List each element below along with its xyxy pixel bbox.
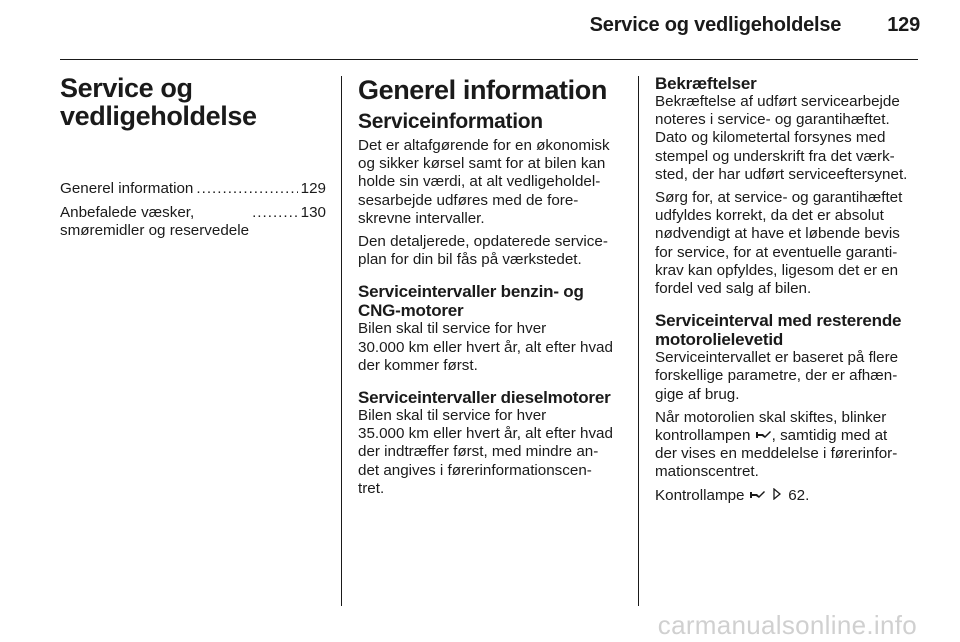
- toc-leader-dots: [196, 180, 297, 198]
- subsection-title: Serviceinformation: [358, 110, 543, 133]
- watermark: carmanualsonline.info: [657, 610, 917, 640]
- toc-entry-page: 130: [300, 204, 326, 222]
- heading-petrol-intervals: Serviceintervaller benzin- og CNG-motorer: [358, 282, 584, 321]
- chapter-title: [60, 74, 326, 130]
- right-column: [655, 74, 923, 510]
- paragraph: Den detaljerede, opdaterede service- plan for din bil fås på værkstedet.: [358, 233, 608, 269]
- paragraph: Det er altafgørende for en økonomisk og sikker kørsel samt for at bilen kan holde sin værdi, at alt vedligeholdel- sesarbejde udføres med de fore- skrevne intervaller.: [358, 137, 610, 227]
- header-rule: [60, 59, 918, 60]
- paragraph: Bilen skal til service for hver 30.000 km eller hvert år, alt efter hvad der kommer først.: [358, 320, 613, 374]
- arrow-right-icon: [770, 488, 784, 500]
- wrench-icon: [755, 429, 772, 441]
- reference-page[interactable]: 62.: [788, 486, 810, 504]
- paragraph: Bilen skal til service for hver 35.000 km eller hvert år, alt efter hvad der indtræffer først, med mindre an- det angives i førerinformationscen- tret.: [358, 407, 613, 497]
- paragraph: Bekræftelse af udført servicearbejde noteres i service- og garantihæftet. Dato og kilometertal forsynes med stempel og underskrift fra det værk- sted, der har udført serviceeftersynet.: [655, 93, 908, 183]
- left-column: [60, 74, 326, 247]
- heading-diesel-intervals: Serviceintervaller dieselmotorer: [358, 388, 611, 408]
- paragraph-reference: [655, 487, 923, 505]
- paragraph-text: Kontrollampe: [655, 486, 749, 504]
- table-of-contents: [60, 180, 326, 241]
- running-header: [590, 14, 920, 37]
- paragraph: Serviceintervallet er baseret på flere forskellige parametre, der er afhæn- gige af brug.: [655, 349, 899, 403]
- chapter-title-text: Service og vedligeholdelse: [60, 73, 257, 131]
- column-divider: [341, 76, 342, 606]
- column-divider: [638, 76, 639, 606]
- toc-entry[interactable]: [60, 204, 326, 240]
- middle-column: [358, 74, 624, 503]
- paragraph-oil-indicator: [655, 409, 923, 482]
- page-number: 129: [887, 14, 920, 36]
- toc-entry-page: 129: [300, 180, 326, 197]
- heading-oil-life: Serviceinterval med resterende motorolielevetid: [655, 311, 902, 350]
- running-header-title: Service og vedligeholdelse: [589, 14, 842, 36]
- section-title: Generel information: [358, 75, 607, 105]
- heading-confirmations: Bekræftelser: [655, 74, 757, 93]
- toc-entry-label: Anbefalede væsker, smøremidler og reservedele: [60, 204, 250, 240]
- toc-entry-label: Generel information: [60, 180, 194, 197]
- wrench-icon: [749, 489, 766, 501]
- paragraph-text: Når motorolien skal skiftes, blinker kontrollampen: [655, 408, 887, 445]
- paragraph: Sørg for, at service- og garantihæftet udfyldes korrekt, da det er absolut nødvendigt at have et løbende bevis for service, for at eventuelle garanti- krav kan opfyldes, ligesom det er en fordel ved salg af bilen.: [655, 189, 903, 298]
- toc-leader-dots: [252, 204, 298, 222]
- paragraph-text: , samtidig med at der vises en meddelelse i førerinfor- mationscentret.: [655, 427, 898, 481]
- toc-entry[interactable]: [60, 180, 326, 198]
